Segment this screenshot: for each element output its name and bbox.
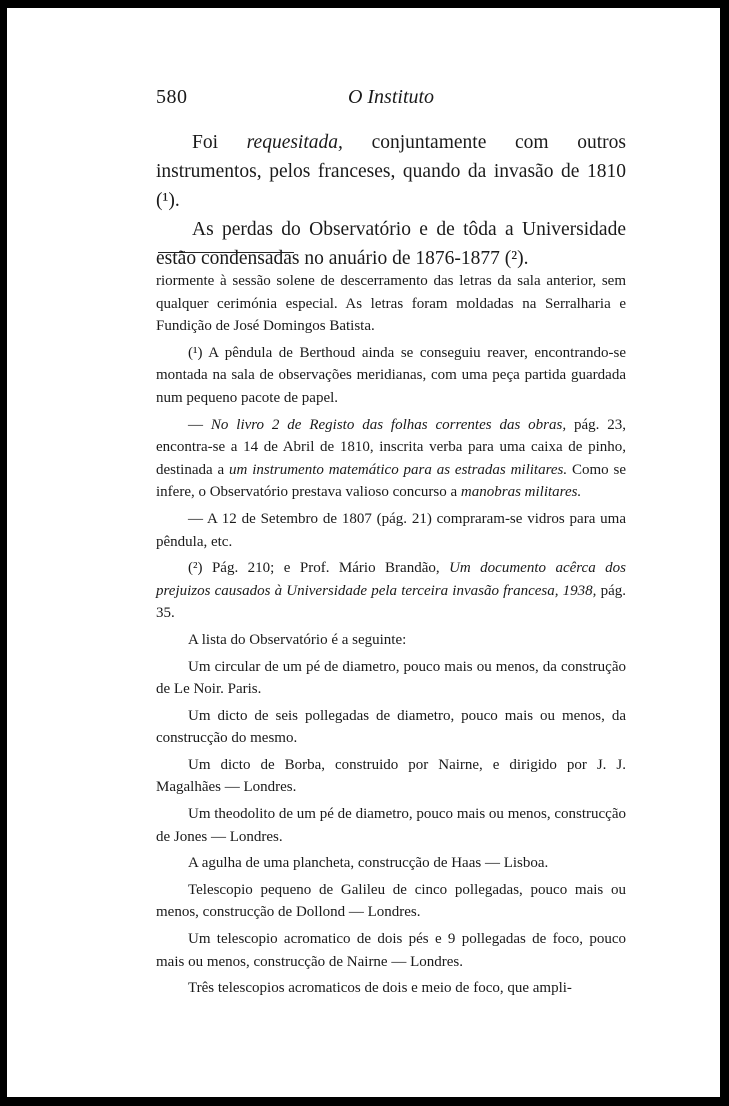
footnote-1: (¹) A pêndula de Berthoud ainda se conseguiu reaver, encontrando-se montada na sala de observações meridianas, com uma peça partida guardada num pequeno pacote de papel.: [156, 344, 626, 406]
list-item: Três telescopios acromaticos de dois e meio de foco, que ampli-: [188, 980, 572, 997]
footnotes: [156, 270, 626, 1000]
page-number: 580: [156, 86, 188, 108]
footnote-separator: [158, 252, 294, 253]
footnote-2: (²) Pág. 210; e Prof. Mário Brandão, Um documento acêrca dos prejuizos causados à Universidade pela terceira invasão francesa, 1938, pág. 35.: [156, 560, 626, 622]
list-item: Telescopio pequeno de Galileu de cinco pollegadas, pouco mais ou menos, construcção de Dollond — Londres.: [156, 881, 626, 921]
emphasis-requesitada: requesitada,: [246, 132, 343, 153]
running-title: O Instituto: [347, 86, 435, 108]
list-item: Um dicto de seis pollegadas de diametro, pouco mais ou menos, da construcção do mesmo.: [156, 707, 626, 747]
footnote-1-addendum: — A 12 de Setembro de 1807 (pág. 21) compraram-se vidros para uma pêndula, etc.: [156, 510, 626, 550]
list-item: Um dicto de Borba, construido por Nairne, e dirigido por J. J. Magalhães — Londres.: [156, 756, 626, 796]
main-paragraph-1: Foi requesitada, conjuntamente com outros instrumentos, pelos franceses, quando da invasão de 1810 (¹).: [156, 132, 626, 211]
list-item: A agulha de uma plancheta, construcção de Haas — Lisboa.: [188, 855, 549, 872]
list-item: Um telescopio acromatico de dois pés e 9 pollegadas de foco, pouco mais ou menos, construcção de Nairne — Londres.: [156, 931, 626, 970]
page-header: [156, 86, 626, 114]
list-intro: A lista do Observatório é a seguinte:: [188, 631, 407, 648]
list-item: Um circular de um pé de diametro, pouco mais ou menos, da construção de Le Noir. Paris.: [156, 658, 626, 698]
main-paragraph-2: As perdas do Observatório e de tôda a Universidade estão condensadas no anuário de 1876-1877 (²).: [156, 219, 626, 269]
footnote-1-continued: — No livro 2 de Registo das folhas correntes das obras, pág. 23, encontra-se a 14 de Abril de 1810, inscrita verba para uma caixa de pinho, destinada a um instrumento matemático para as estradas militares. Como se infere, o Observatório prestava valioso concurso a manobras militares.: [156, 416, 627, 501]
list-item: Um theodolito de um pé de diametro, pouco mais ou menos, construcção de Jones — Londres.: [156, 806, 626, 845]
footnote-continuation: riormente à sessão solene de descerramento das letras da sala anterior, sem qualquer cerimónia especial. As letras foram moldadas na Serralharia e Fundição de José Domingos Batista.: [156, 273, 626, 335]
